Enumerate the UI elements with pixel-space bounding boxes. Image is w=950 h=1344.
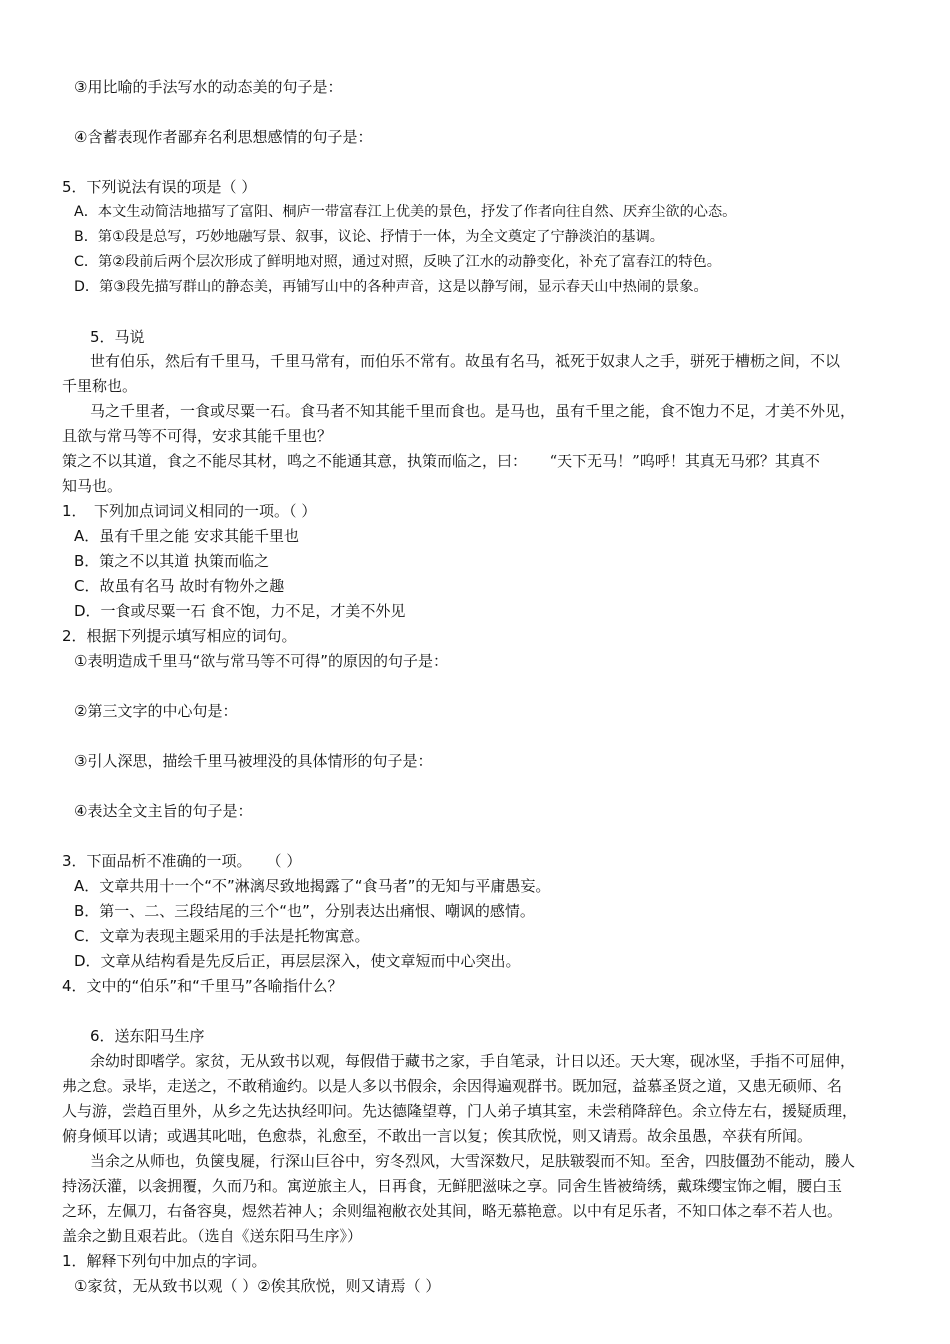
question-line: ①表明造成千里马“欲与常马等不可得”的原因的句子是： bbox=[74, 652, 448, 670]
question-heading: 1． 下列加点词词义相同的一项。（ ） bbox=[62, 502, 317, 520]
question-line: ④表达全文主旨的句子是： bbox=[74, 802, 253, 820]
option-line: B．第①段是总写，巧妙地融写景、叙事，议论、抒情于一体，为全文奠定了宁静淡泊的基调。 bbox=[74, 229, 664, 245]
option-line: D．文章从结构看是先反后正，再层层深入，使文章短而中心突出。 bbox=[74, 952, 521, 970]
option-line: B．第一、二、三段结尾的三个“也”，分别表达出痛恨、嘲讽的感情。 bbox=[74, 902, 535, 920]
passage-line: 之环，左佩刀，右备容臭，煜然若神人；余则缊袍敝衣处其间，略无慕艳意。以中有足乐者，不知口体之奉不若人也。 bbox=[62, 1202, 843, 1220]
passage-line: 弗之怠。录毕，走送之，不敢稍逾约。以是人多以书假余，余因得遍观群书。既加冠，益慕圣贤之道，又患无硕师、名 bbox=[62, 1077, 843, 1095]
option-line: A．本文生动简洁地描写了富阳、桐庐一带富春江上优美的景色，抒发了作者向往自然、厌弃尘欲的心态。 bbox=[74, 204, 737, 220]
question-line: ③用比喻的手法写水的动态美的句子是： bbox=[74, 78, 343, 96]
question-heading: 5．下列说法有误的项是（ ） bbox=[62, 178, 257, 196]
question-heading: 1．解释下列句中加点的字词。 bbox=[62, 1252, 267, 1270]
passage-line: 世有伯乐，然后有千里马，千里马常有，而伯乐不常有。故虽有名马，祗死于奴隶人之手，骈死于槽枥之间，不以 bbox=[90, 352, 841, 370]
option-line: A．文章共用十一个“不”淋漓尽致地揭露了“食马者”的无知与平庸愚妄。 bbox=[74, 877, 551, 895]
passage-line: 当余之从师也，负箧曳屣，行深山巨谷中，穷冬烈风，大雪深数尺，足肤皲裂而不知。至舍，四肢僵劲不能动，媵人 bbox=[90, 1152, 856, 1170]
option-line: C．故虽有名马 故时有物外之趣 bbox=[74, 577, 285, 595]
section-title: 6．送东阳马生序 bbox=[90, 1027, 205, 1045]
option-line: C．文章为表现主题采用的手法是托物寓意。 bbox=[74, 927, 370, 945]
question-heading: 3．下面品析不准确的一项。 （ ） bbox=[62, 852, 302, 870]
option-line: A．虽有千里之能 安求其能千里也 bbox=[74, 527, 300, 545]
passage-line: 余幼时即嗜学。家贫，无从致书以观，每假借于藏书之家，手自笔录，计日以还。天大寒，砚冰坚，手指不可屈伸， bbox=[90, 1052, 856, 1070]
question-heading: 4．文中的“伯乐”和“千里马”各喻指什么？ bbox=[62, 977, 343, 995]
question-line: ③引人深思，描绘千里马被埋没的具体情形的句子是： bbox=[74, 752, 433, 770]
passage-line: 知马也。 bbox=[62, 477, 123, 495]
option-line: C．第②段前后两个层次形成了鲜明地对照，通过对照，反映了江水的动静变化，补充了富春江的特色。 bbox=[74, 254, 721, 270]
section-title: 5．马说 bbox=[90, 328, 145, 346]
passage-line: 持汤沃灌，以衾拥覆，久而乃和。寓逆旅主人，日再食，无鲜肥滋味之享。同舍生皆被绮绣，戴珠缨宝饰之帽，腰白玉 bbox=[62, 1177, 843, 1195]
passage-line: 且欲与常马等不可得，安求其能千里也？ bbox=[62, 427, 333, 445]
question-line: ①家贫，无从致书以观（ ）②俟其欣悦，则又请焉（ ） bbox=[74, 1277, 441, 1295]
option-line: B．策之不以其道 执策而临之 bbox=[74, 552, 270, 570]
passage-line: 策之不以其道，食之不能尽其材，鸣之不能通其意，执策而临之，曰： “天下无马！”呜呼！其真无马邪？其真不 bbox=[62, 452, 820, 470]
question-line: ④含蓄表现作者鄙弃名利思想感情的句子是： bbox=[74, 128, 373, 146]
option-line: D．一食或尽粟一石 食不饱，力不足，才美不外见 bbox=[74, 602, 406, 620]
question-line: ②第三文字的中心句是： bbox=[74, 702, 238, 720]
passage-line: 俯身倾耳以请；或遇其叱咄，色愈恭，礼愈至，不敢出一言以复；俟其欣悦，则又请焉。故余虽愚，卒获有所闻。 bbox=[62, 1127, 813, 1145]
passage-line: 马之千里者，一食或尽粟一石。食马者不知其能千里而食也。是马也，虽有千里之能，食不饱力不足，才美不外见， bbox=[90, 402, 856, 420]
passage-line: 盖余之勤且艰若此。（选自《送东阳马生序》） bbox=[62, 1227, 363, 1245]
passage-line: 人与游，尝趋百里外，从乡之先达执经叩问。先达德隆望尊，门人弟子填其室，未尝稍降辞色。余立侍左右，援疑质理， bbox=[62, 1102, 858, 1120]
passage-line: 千里称也。 bbox=[62, 377, 138, 395]
option-line: D．第③段先描写群山的静态美，再铺写山中的各种声音，这是以静写闹，显示春天山中热闹的景象。 bbox=[74, 279, 708, 295]
question-heading: 2．根据下列提示填写相应的词句。 bbox=[62, 627, 297, 645]
